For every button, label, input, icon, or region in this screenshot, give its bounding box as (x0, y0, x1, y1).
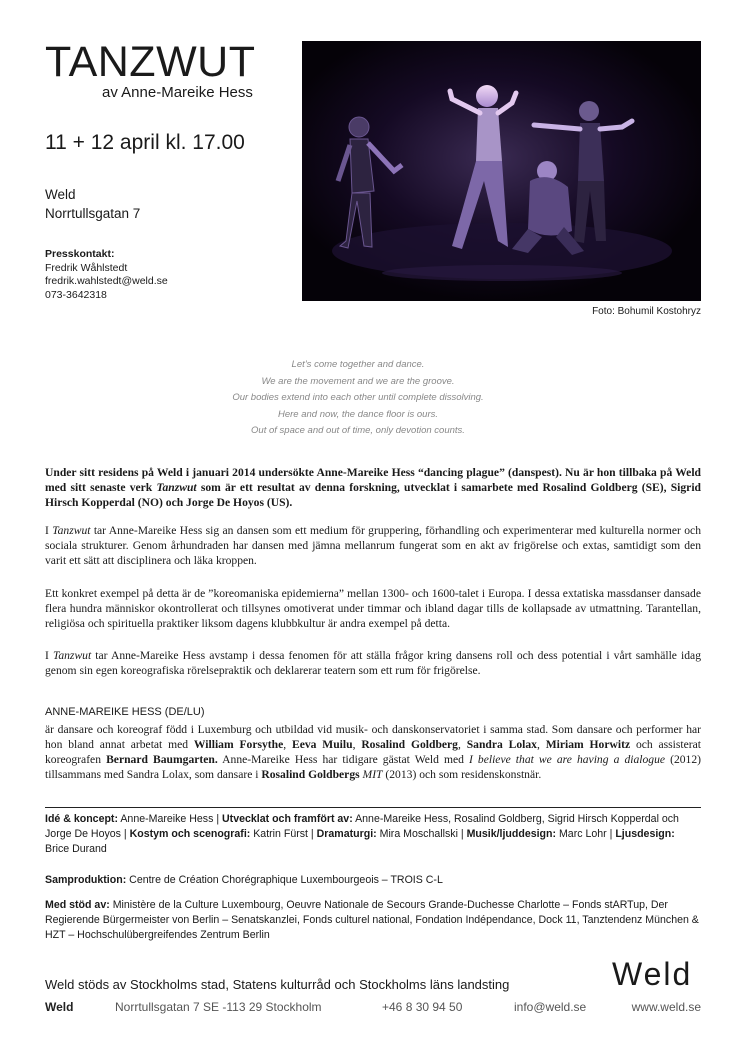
footer (45, 1000, 701, 1016)
venue-block (45, 185, 140, 223)
work-title: Tanzwut (156, 481, 197, 494)
bio-heading: ANNE-MAREIKE HESS (DE/LU) (45, 706, 205, 718)
person-name: William Forsythe (193, 738, 284, 751)
poem-line: Out of space and out of time, only devotion counts. (251, 425, 465, 436)
separator: , (283, 738, 292, 751)
performance-date: 11 + 12 april kl. 17.00 (45, 131, 245, 154)
bio-text: (2012) tillsammans med Sandra Lolax, som dansare i (45, 753, 701, 781)
press-name: Fredrik Wåhlstedt (45, 261, 128, 274)
bio-text: och assisterat koreografen (45, 738, 702, 766)
production-credits (45, 812, 701, 857)
supported-by (45, 898, 701, 943)
person-name: Rosalind Goldbergs (261, 768, 360, 781)
dancers-image (302, 41, 701, 301)
credit-value: Anne-Mareike Hess | (118, 813, 223, 825)
credit-label: Dramaturgi: (316, 828, 377, 840)
credit-value: Anne-Mareike Hess, Rosalind Goldberg, Sigrid Hirsch Kopperdal och Jorge De Hoyos | (45, 813, 679, 840)
separator: , (457, 738, 467, 751)
poem-line: Let’s come together and dance. (291, 359, 425, 370)
paragraph-text: I (45, 649, 53, 662)
press-email[interactable]: fredrik.wahlstedt@weld.se (45, 275, 168, 287)
credit-value: Katrin Fürst | (250, 828, 317, 840)
poem-line: We are the movement and we are the groove. (261, 375, 455, 387)
person-name: Bernard Baumgarten. (106, 753, 218, 766)
dance-photo (302, 41, 701, 301)
credit-value: Mira Moschallski | (376, 828, 467, 840)
footer-website[interactable]: www.weld.se (631, 1000, 701, 1014)
credit-label: Utvecklat och framfört av: (222, 813, 353, 825)
subtitle: av Anne-Mareike Hess (102, 84, 253, 101)
person-name: Eeva Muilu (291, 738, 353, 751)
paragraph-text: tar Anne-Mareike Hess avstamp i dessa fenomen för att ställa frågor kring dansens roll och dess potential i vårt samhälle idag genom sin egen koreografiska rörelsepraktik och deklarerar teatern som ett rum för frigörelse. (45, 649, 701, 677)
credit-label: Idé & koncept: (45, 813, 118, 825)
press-label: Presskontakt: (45, 248, 115, 260)
body-paragraph: Ett konkret exempel på detta är de ”koreomaniska epidemierna” mellan 1300- och 1600-talet i Europa. I dessa extatiska massdanser dansade flera hundra människor okontrollerat och tillsynes omotiverat under timmar och ibland dagar tills de kollapsade av utmattning. Tarantellan, religiösa och spirituella praktiker liksom dagens klubbkultur är andra exempel på detta. (45, 587, 701, 630)
credit-label: Med stöd av: (45, 899, 110, 911)
poem (150, 357, 566, 440)
credit-label: Samproduktion: (45, 874, 127, 886)
venue-address: Norrtullsgatan 7 (45, 206, 141, 221)
page-title: TANZWUT (45, 38, 256, 86)
person-name: Sandra Lolax (466, 738, 537, 751)
work-title: MIT (362, 768, 383, 781)
footer-phone: +46 8 30 94 50 (382, 1000, 463, 1014)
credit-value: Centre de Création Chorégraphique Luxembourgeois – TROIS C-L (126, 874, 443, 886)
lead-text: Under sitt residens på Weld i januari 2014 undersökte Anne-Mareike Hess “dancing plague” (danspest). Nu är hon tillbaka på Weld med sitt senaste verk (45, 466, 701, 494)
poem-line: Here and now, the dance floor is ours. (277, 408, 438, 420)
credit-value: Ministère de la Culture Luxembourg, Oeuvre Nationale de Secours Grande-Duchesse Charlotte – Fonds stARTup, Der Regierende Bürgermeister von Berlin – Senatskanzlei, Fonds culturel national, Fondation Indépendance, Dock 11, Tanztendenz München & HZT – Hochschulübergreifendes Zentrum Berlin (45, 899, 699, 941)
person-name: Miriam Horwitz (545, 738, 631, 751)
work-title: I believe that we are having a dialogue (468, 753, 666, 766)
credit-label: Kostym och scenografi: (129, 828, 251, 840)
press-contact (45, 248, 168, 302)
footer-address: Norrtullsgatan 7 SE -113 29 Stockholm (115, 1000, 322, 1014)
photo-credit: Foto: Bohumil Kostohryz (592, 306, 701, 317)
separator: , (352, 738, 362, 751)
weld-logo: Weld (612, 956, 693, 992)
footer-email[interactable]: info@weld.se (514, 1000, 587, 1014)
lead-text: som är ett resultat av denna forskning, utvecklat i samarbete med Rosalind Goldberg (SE), Sigrid Hirsch Kopperdal (NO) och Jorge De Hoyos (US). (45, 481, 701, 509)
body-paragraph (45, 648, 701, 678)
person-name: Rosalind Goldberg (361, 738, 458, 751)
footer-name: Weld (45, 1000, 74, 1014)
bio-text: (2013) och som residenskonstnär. (382, 768, 542, 781)
funding-statement: Weld stöds av Stockholms stad, Statens kulturråd och Stockholms läns landsting (45, 977, 510, 992)
work-title: Tanzwut (52, 524, 91, 537)
credit-value: Marc Lohr | (556, 828, 616, 840)
bio-text: Anne-Mareike Hess har tidigare gästat Weld med (217, 753, 469, 766)
paragraph-text: tar Anne-Mareike Hess sig an dansen som ett medium för gruppering, förhandling och experimenterar med kulturella normer och sociala strukturer. Genom århundraden har dansen med jämna mellanrum fungerat som en akt av frigörelse och extas, samtidigt som den varit ett sätt att disciplinera och läka kroppen. (45, 524, 701, 567)
credit-label: Ljusdesign: (615, 828, 675, 840)
credit-label: Musik/ljuddesign: (466, 828, 557, 840)
press-phone: 073-3642318 (45, 288, 107, 301)
bio-text: är dansare och koreograf född i Luxemburg och utbildad vid musik- och danskonservatoriet i samma stad. Som dansare och performer har hon bland annat arbetat med (45, 723, 701, 751)
coproduction (45, 873, 701, 888)
work-title: Tanzwut (52, 649, 92, 662)
credit-value: Brice Durand (45, 843, 107, 855)
lead-paragraph (45, 465, 701, 510)
venue-name: Weld (45, 187, 76, 202)
body-paragraph (45, 523, 701, 568)
paragraph-text: I (45, 524, 53, 537)
poem-line: Our bodies extend into each other until complete dissolving. (232, 392, 484, 403)
divider (45, 807, 701, 808)
bio-paragraph (45, 722, 701, 782)
separator: , (536, 738, 546, 751)
